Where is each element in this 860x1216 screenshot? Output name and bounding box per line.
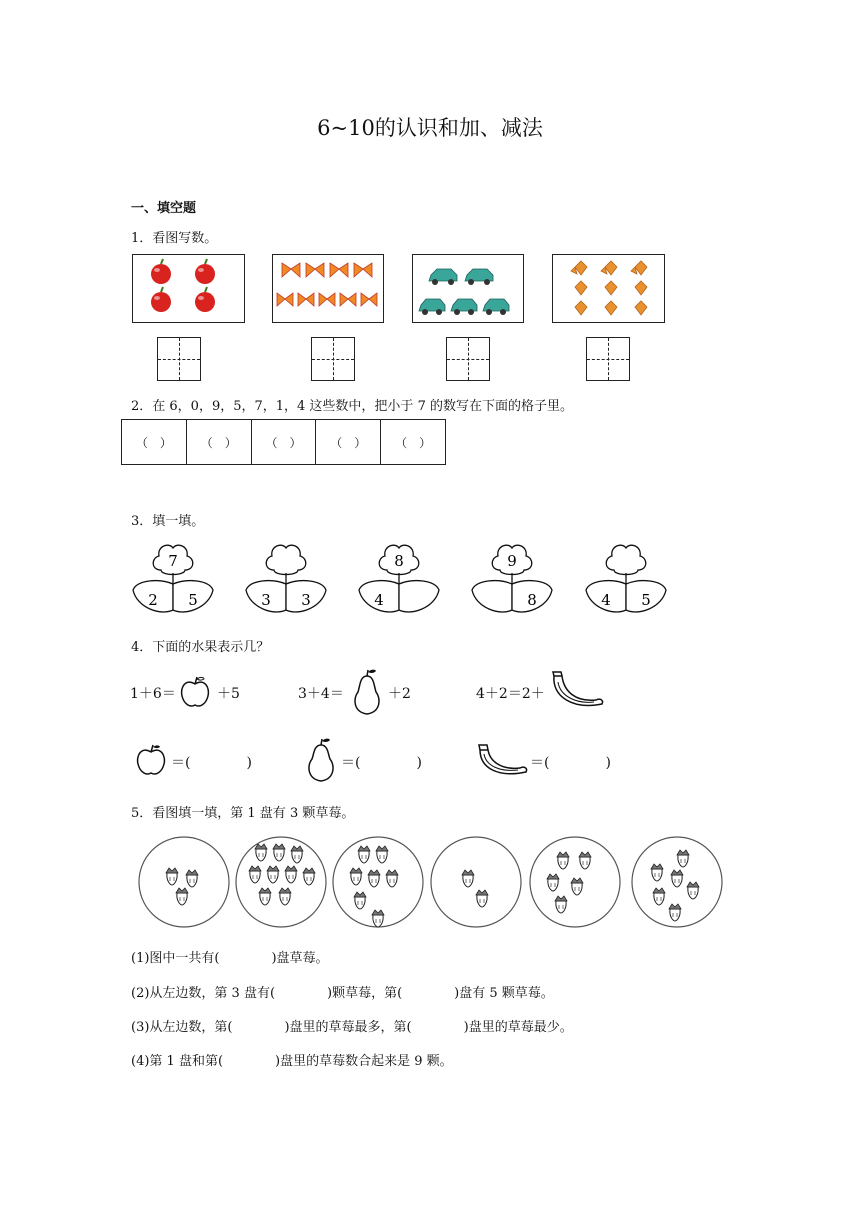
flower-left-number: 3 bbox=[261, 591, 271, 609]
strawberry-plate bbox=[331, 835, 425, 929]
answer-grid-2[interactable] bbox=[311, 337, 355, 381]
flower-right-number: 3 bbox=[301, 591, 311, 609]
q5-subquestion-4: (4)第 1 盘和第( )盘里的草莓数合起来是 9 颗。 bbox=[131, 1054, 453, 1069]
number-flower bbox=[244, 540, 328, 620]
flower-right-number: 8 bbox=[527, 591, 537, 609]
answer-banana[interactable]: ＝( ) bbox=[530, 755, 611, 771]
apple-icon bbox=[133, 743, 169, 777]
q2-answer-table bbox=[121, 419, 446, 465]
q1-picture-butterflies bbox=[272, 254, 384, 323]
strawberry-plate bbox=[429, 835, 523, 929]
equation-1-left: 1＋6＝ bbox=[130, 686, 176, 702]
strawberry-plate bbox=[528, 835, 622, 929]
flower-top-number: 9 bbox=[507, 552, 517, 570]
flower-left-number: 4 bbox=[601, 591, 611, 609]
q5-subquestion-3: (3)从左边数，第( )盘里的草莓最多，第( )盘里的草莓最少。 bbox=[131, 1020, 573, 1035]
q2-cell[interactable]: （ ） bbox=[122, 420, 187, 464]
number-flower bbox=[470, 540, 554, 620]
equation-2-left: 3＋4＝ bbox=[298, 686, 344, 702]
answer-grid-3[interactable] bbox=[446, 337, 490, 381]
equation-3-left: 4＋2＝2＋ bbox=[476, 686, 545, 702]
q5-subquestion-2: (2)从左边数，第 3 盘有( )颗草莓，第( )盘有 5 颗草莓。 bbox=[131, 986, 554, 1001]
q2-prompt: 2．在 6，0，9，5，7，1，4 这些数中，把小于 7 的数写在下面的格子里。 bbox=[131, 399, 573, 414]
apple-icon bbox=[177, 674, 213, 710]
apple-icon bbox=[133, 255, 243, 321]
flower-top-number: 8 bbox=[394, 552, 404, 570]
number-flower bbox=[357, 540, 441, 620]
answer-apple[interactable]: ＝( ) bbox=[171, 755, 252, 771]
strawberry-plate bbox=[630, 835, 724, 929]
q1-picture-leaves bbox=[552, 254, 665, 323]
number-flower bbox=[584, 540, 668, 620]
q5-subquestion-1: (1)图中一共有( )盘草莓。 bbox=[131, 951, 329, 966]
flower-top-number: 7 bbox=[168, 552, 178, 570]
banana-icon bbox=[474, 742, 530, 780]
pear-icon bbox=[350, 668, 384, 718]
answer-grid-4[interactable] bbox=[586, 337, 630, 381]
strawberry-plate bbox=[234, 835, 328, 929]
banana-icon bbox=[548, 670, 606, 714]
q3-prompt: 3．填一填。 bbox=[131, 514, 205, 529]
equation-1-right: ＋5 bbox=[217, 686, 240, 702]
q2-cell[interactable]: （ ） bbox=[187, 420, 252, 464]
q5-prompt: 5．看图填一填，第 1 盘有 3 颗草莓。 bbox=[131, 806, 355, 821]
q1-picture-apples bbox=[132, 254, 245, 323]
q4-prompt: 4．下面的水果表示几？ bbox=[131, 640, 270, 655]
strawberry-plate bbox=[137, 835, 231, 929]
equation-2-right: ＋2 bbox=[388, 686, 411, 702]
q2-cell[interactable]: （ ） bbox=[252, 420, 317, 464]
q1-prompt: 1．看图写数。 bbox=[131, 231, 218, 246]
flower-right-number: 5 bbox=[641, 591, 651, 609]
leaf-icon bbox=[553, 255, 663, 321]
flower-left-number: 2 bbox=[148, 591, 158, 609]
flower-left-number: 4 bbox=[374, 591, 384, 609]
section-heading: 一、填空题 bbox=[131, 201, 197, 216]
answer-grid-1[interactable] bbox=[157, 337, 201, 381]
page-title: 6~10的认识和加、减法 bbox=[317, 116, 543, 140]
answer-pear[interactable]: ＝( ) bbox=[341, 755, 422, 771]
q2-cell[interactable]: （ ） bbox=[395, 435, 432, 450]
car-icon bbox=[413, 255, 522, 321]
pear-icon bbox=[303, 737, 339, 783]
q1-picture-cars bbox=[412, 254, 524, 323]
flower-right-number: 5 bbox=[188, 591, 198, 609]
butterfly-icon bbox=[273, 255, 382, 321]
q2-cell[interactable]: （ ） bbox=[316, 420, 381, 464]
number-flower bbox=[131, 540, 215, 620]
